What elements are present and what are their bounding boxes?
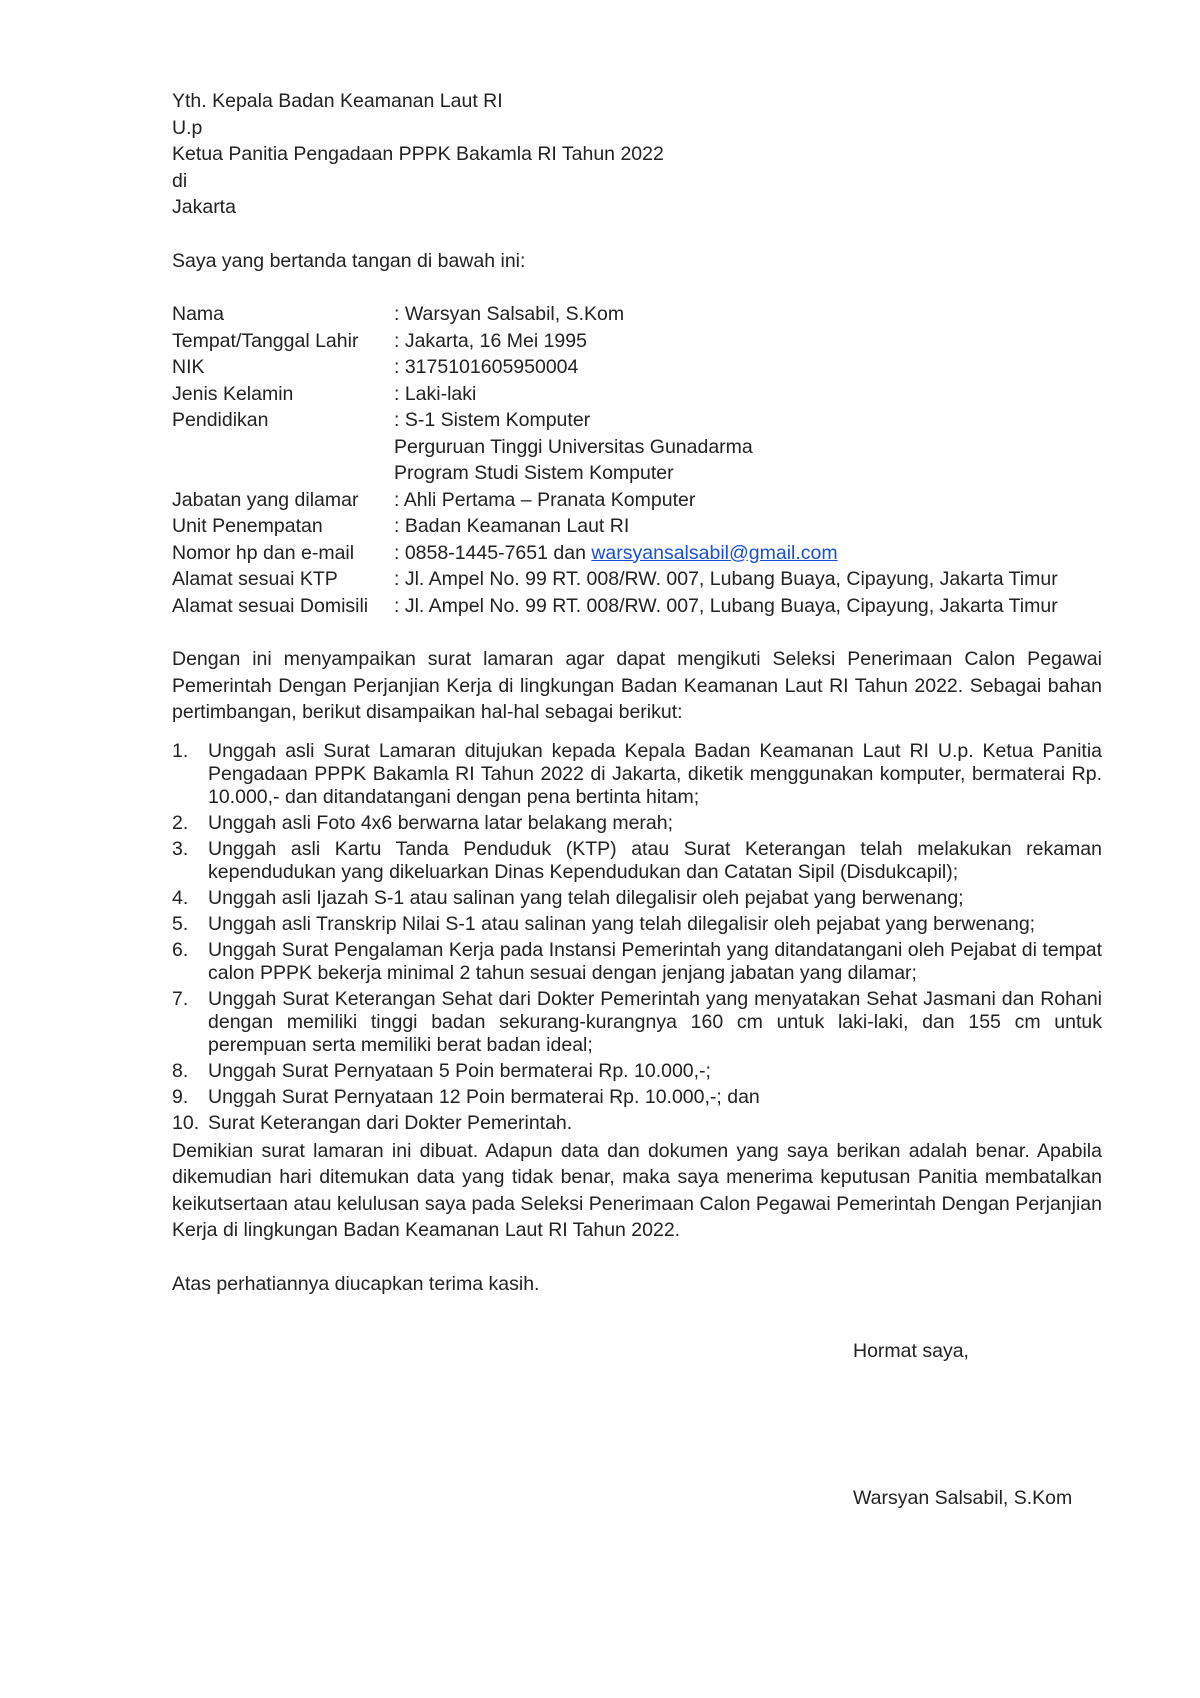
field-label: Jabatan yang dilamar <box>172 488 359 511</box>
field-value: Program Studi Sistem Komputer <box>394 462 674 484</box>
body-paragraph: Dengan ini menyampaikan surat lamaran agar dapat mengikuti Seleksi Penerimaan Calon Pegawai Pemerintah Dengan Perjanjian Kerja di lingkungan Badan Keamanan Laut RI Tahun 2022. Sebagai bahan pertimbangan, berikut disampaikan hal-hal sebagai berikut: <box>172 648 1102 723</box>
list-item-text: Unggah asli Surat Lamaran ditujukan kepada Kepala Badan Keamanan Laut RI U.p. Ketua Panitia Pengadaan PPPK Bakamla RI Tahun 2022 di Jakarta, diketik menggunakan komputer, bermaterai Rp. 10.000,- dan ditandatangani dengan pena bertinta hitam; <box>208 739 1102 808</box>
field-label: Nomor hp dan e-mail <box>172 541 355 564</box>
table-row <box>172 354 1058 381</box>
field-value: : Ahli Pertama – Pranata Komputer <box>394 488 696 511</box>
recipient-line: Ketua Panitia Pengadaan PPPK Bakamla RI Tahun 2022 <box>172 143 664 165</box>
list-item <box>172 838 1102 884</box>
list-item-text: Unggah Surat Pengalaman Kerja pada Instansi Pemerintah yang ditandatangani oleh Pejabat di tempat calon PPPK bekerja minimal 2 tahun sesuai dengan jenjang jabatan yang dilamar; <box>208 938 1102 984</box>
table-row <box>172 328 1058 355</box>
table-row <box>172 407 1058 434</box>
field-value: : 3175101605950004 <box>394 356 579 378</box>
list-item <box>172 988 1102 1057</box>
list-item <box>172 939 1102 985</box>
applicant-data-table <box>172 301 1058 619</box>
list-item-number: 3. <box>172 837 189 860</box>
list-item-text: Unggah asli Ijazah S-1 atau salinan yang telah dilegalisir oleh pejabat yang berwenang; <box>208 886 964 909</box>
list-item <box>172 740 1102 809</box>
field-label: Alamat sesuai Domisili <box>172 594 369 617</box>
list-item-text: Unggah Surat Pernyataan 5 Poin bermaterai Rp. 10.000,-; <box>208 1059 711 1082</box>
list-item-text: Unggah asli Kartu Tanda Penduduk (KTP) atau Surat Keterangan telah melakukan rekaman kependudukan yang dikeluarkan Dinas Kependudukan dan Catatan Sipil (Disdukcapil); <box>208 837 1102 883</box>
list-item-text: Unggah Surat Keterangan Sehat dari Dokter Pemerintah yang menyatakan Sehat Jasmani dan Rohani dengan memiliki tinggi badan sekurang-kurangnya 160 cm untuk laki-laki, dan 155 cm untuk perempuan serta memiliki berat badan ideal; <box>208 987 1102 1056</box>
table-row <box>172 540 1058 567</box>
list-item-number: 1. <box>172 739 189 762</box>
email-link[interactable]: warsyansalsabil@gmail.com <box>591 541 838 564</box>
field-value <box>394 540 1058 567</box>
list-item-number: 8. <box>172 1059 189 1082</box>
letter-page <box>172 88 1102 1297</box>
table-row <box>172 593 1058 620</box>
field-value: : Jakarta, 16 Mei 1995 <box>394 329 587 352</box>
signature-salutation: Hormat saya, <box>853 1340 969 1362</box>
recipient-line: Jakarta <box>172 196 236 218</box>
list-item <box>172 1086 1102 1109</box>
table-row <box>172 487 1058 514</box>
recipient-line: Yth. Kepala Badan Keamanan Laut RI <box>172 90 503 112</box>
list-item-number: 6. <box>172 938 189 961</box>
field-label: Unit Penempatan <box>172 515 323 537</box>
field-value: : Warsyan Salsabil, S.Kom <box>394 303 625 325</box>
table-row <box>172 381 1058 408</box>
requirements-list <box>172 740 1102 1135</box>
list-item-number: 9. <box>172 1085 189 1108</box>
table-row <box>172 566 1058 593</box>
recipient-line: U.p <box>172 116 203 139</box>
list-item-number: 10. <box>172 1111 200 1134</box>
list-item <box>172 812 1102 835</box>
thanks-text: Atas perhatiannya diucapkan terima kasih. <box>172 1272 540 1295</box>
list-item <box>172 887 1102 910</box>
closing-paragraph: Demikian surat lamaran ini dibuat. Adapun data dan dokumen yang saya berikan adalah benar. Apabila dikemudian hari ditemukan data yang tidak benar, maka saya menerima keputusan Panitia membatalkan keikutsertaan atau kelulusan saya pada Seleksi Penerimaan Calon Pegawai Pemerintah Dengan Perjanjian Kerja di lingkungan Badan Keamanan Laut RI Tahun 2022. <box>172 1139 1102 1241</box>
field-value: : Laki-laki <box>394 382 477 405</box>
list-item-number: 4. <box>172 886 189 909</box>
signature-name: Warsyan Salsabil, S.Kom <box>853 1487 1073 1509</box>
table-row <box>172 301 1058 328</box>
field-label: Jenis Kelamin <box>172 382 294 405</box>
field-value: Perguruan Tinggi Universitas Gunadarma <box>394 435 753 458</box>
field-label: Nama <box>172 303 225 325</box>
list-item <box>172 913 1102 936</box>
field-value: : Jl. Ampel No. 99 RT. 008/RW. 007, Lubang Buaya, Cipayung, Jakarta Timur <box>394 568 1058 590</box>
field-label: NIK <box>172 356 205 378</box>
field-value: : Badan Keamanan Laut RI <box>394 515 630 537</box>
recipient-line: di <box>172 169 188 192</box>
intro-text: Saya yang bertanda tangan di bawah ini: <box>172 249 526 272</box>
field-label: Alamat sesuai KTP <box>172 568 338 590</box>
list-item-text: Unggah asli Transkrip Nilai S-1 atau salinan yang telah dilegalisir oleh pejabat yang berwenang; <box>208 912 1036 935</box>
field-value: : S-1 Sistem Komputer <box>394 409 591 431</box>
phone-text: : 0858-1445-7651 dan <box>394 541 592 564</box>
list-item-number: 7. <box>172 987 189 1010</box>
recipient-block <box>172 88 1102 221</box>
list-item <box>172 1112 1102 1135</box>
table-row <box>172 513 1058 540</box>
list-item-text: Unggah asli Foto 4x6 berwarna latar belakang merah; <box>208 811 674 834</box>
field-label: Pendidikan <box>172 409 269 431</box>
table-row <box>172 460 1058 487</box>
list-item-text: Surat Keterangan dari Dokter Pemerintah. <box>208 1111 573 1134</box>
list-item-number: 2. <box>172 811 189 834</box>
list-item-number: 5. <box>172 912 189 935</box>
field-value: : Jl. Ampel No. 99 RT. 008/RW. 007, Lubang Buaya, Cipayung, Jakarta Timur <box>394 594 1058 617</box>
field-label: Tempat/Tanggal Lahir <box>172 329 359 352</box>
list-item-text: Unggah Surat Pernyataan 12 Poin bermaterai Rp. 10.000,-; dan <box>208 1085 760 1108</box>
list-item <box>172 1060 1102 1083</box>
table-row <box>172 434 1058 461</box>
